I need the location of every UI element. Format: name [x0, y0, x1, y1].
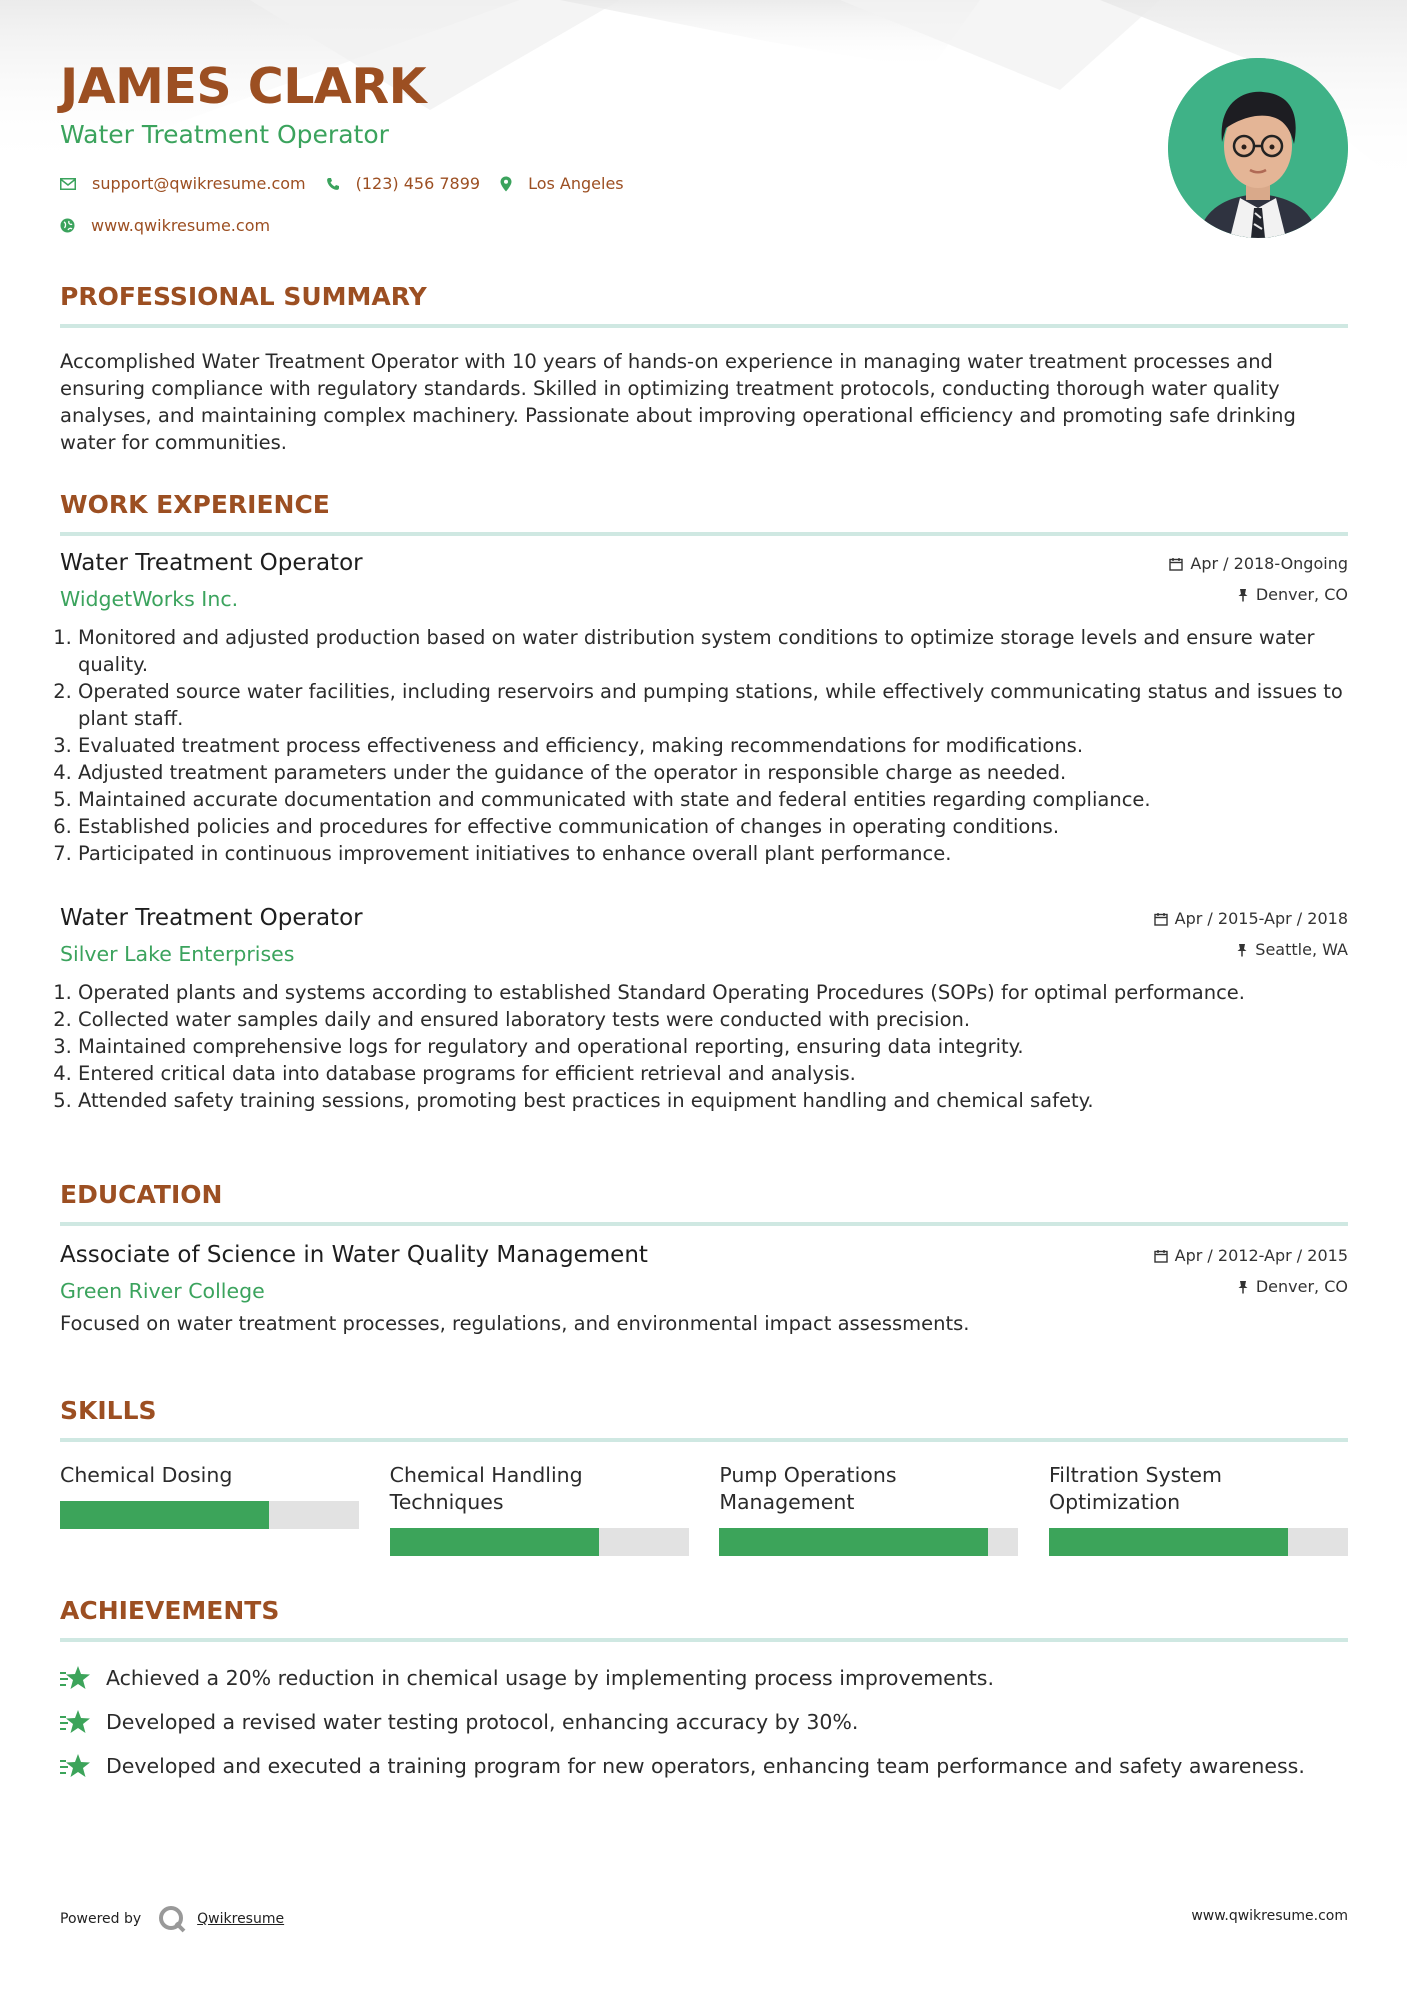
job-company: Silver Lake Enterprises: [60, 942, 295, 966]
skill-name: Chemical Dosing: [60, 1463, 233, 1487]
education-heading: EDUCATION: [60, 1180, 223, 1209]
contact-location: [500, 174, 624, 193]
skill-level-fill: [1049, 1528, 1288, 1556]
job-location: [1236, 940, 1348, 959]
skill-bar: [1049, 1528, 1348, 1556]
section-divider: [60, 1638, 1348, 1642]
list-item: 4. Adjusted treatment parameters under the guidance of the operator in responsible charge as needed.: [78, 759, 1348, 786]
achievement-item: [60, 1700, 1348, 1744]
skill-name: Pump Operations Management: [719, 1463, 897, 1514]
education-dates-text: Apr / 2012-Apr / 2015: [1174, 1246, 1348, 1265]
experience-section: [60, 490, 1348, 536]
skills-section: [60, 1396, 1348, 1556]
skills-heading: SKILLS: [60, 1396, 157, 1425]
education-dates: [1154, 1246, 1348, 1265]
summary-section: [60, 282, 1348, 456]
skill-item: [1049, 1462, 1348, 1556]
pushpin-icon: [1236, 943, 1248, 957]
list-item: 5. Maintained accurate documentation and communicated with state and federal entities regarding compliance.: [78, 786, 1348, 813]
education-section: [60, 1180, 1348, 1226]
section-divider: [60, 324, 1348, 328]
calendar-icon: [1154, 1249, 1168, 1263]
powered-by-label: Powered by: [60, 1911, 142, 1927]
job-company: WidgetWorks Inc.: [60, 587, 239, 611]
phone-icon: [326, 177, 340, 191]
job-entry: [60, 550, 1348, 867]
job-dates-text: Apr / 2018-Ongoing: [1190, 554, 1348, 573]
job-duties: [60, 624, 1348, 867]
list-item: 3. Evaluated treatment process effectiveness and efficiency, making recommendations for modifications.: [78, 732, 1348, 759]
school-name: Green River College: [60, 1279, 265, 1303]
globe-icon: [60, 218, 75, 233]
skill-item: [390, 1462, 689, 1556]
education-location-text: Denver, CO: [1255, 1277, 1348, 1296]
profile-photo: [1168, 58, 1348, 238]
achievement-text: Developed and executed a training program for new operators, enhancing team performance and safety awareness.: [106, 1754, 1305, 1778]
achievements-section: [60, 1596, 1348, 1788]
achievement-text: Developed a revised water testing protocol, enhancing accuracy by 30%.: [106, 1710, 859, 1734]
experience-heading: WORK EXPERIENCE: [60, 490, 330, 519]
achievement-item: [60, 1744, 1348, 1788]
job-location-text: Seattle, WA: [1255, 940, 1348, 959]
envelope-icon: [60, 178, 76, 190]
star-award-icon: [60, 1753, 92, 1779]
skills-grid: [60, 1462, 1348, 1556]
skill-bar: [60, 1501, 359, 1529]
job-dates-text: Apr / 2015-Apr / 2018: [1174, 909, 1348, 928]
list-item: 2. Collected water samples daily and ensured laboratory tests were conducted with precision.: [78, 1006, 1348, 1033]
job-location: [1237, 585, 1348, 604]
education-description: Focused on water treatment processes, regulations, and environmental impact assessments.: [60, 1312, 970, 1335]
list-item: 5. Attended safety training sessions, promoting best practices in equipment handling and chemical safety.: [78, 1087, 1348, 1114]
skill-level-fill: [60, 1501, 269, 1529]
powered-by: [60, 1904, 284, 1934]
education-location: [1237, 1277, 1348, 1296]
achievement-item: [60, 1656, 1348, 1700]
section-divider: [60, 532, 1348, 536]
pushpin-icon: [1237, 1280, 1249, 1294]
job-title: Water Treatment Operator: [60, 905, 363, 931]
job-duties: [60, 979, 1348, 1114]
avatar: [1168, 58, 1348, 238]
skill-level-fill: [390, 1528, 599, 1556]
list-item: 3. Maintained comprehensive logs for regulatory and operational reporting, ensuring data integrity.: [78, 1033, 1348, 1060]
website-text: www.qwikresume.com: [91, 216, 271, 235]
job-dates: [1169, 554, 1348, 573]
list-item: 1. Monitored and adjusted production based on water distribution system conditions to optimize storage levels and ensure water quality.: [78, 624, 1348, 678]
list-item: 4. Entered critical data into database programs for efficient retrieval and analysis.: [78, 1060, 1348, 1087]
skill-name: Filtration System Optimization: [1048, 1463, 1222, 1514]
website-row: [60, 216, 290, 235]
footer: [60, 1900, 1348, 1930]
skill-level-fill: [719, 1528, 988, 1556]
skill-bar: [719, 1528, 1018, 1556]
job-title: Water Treatment Operator: [60, 550, 363, 576]
list-item: 2. Operated source water facilities, including reservoirs and pumping stations, while effectively communicating status and issues to plant staff.: [78, 678, 1348, 732]
map-pin-icon: [500, 176, 512, 192]
star-award-icon: [60, 1665, 92, 1691]
location-text: Los Angeles: [528, 174, 624, 193]
section-divider: [60, 1222, 1348, 1226]
summary-heading: PROFESSIONAL SUMMARY: [60, 282, 427, 311]
list-item: 7. Participated in continuous improvement initiatives to enhance overall plant performance.: [78, 840, 1348, 867]
qwikresume-logo-icon: [157, 1904, 187, 1934]
contact-website[interactable]: [60, 216, 270, 235]
job-dates: [1154, 909, 1348, 928]
education-entry: [60, 1242, 1348, 1337]
skill-name: Chemical Handling Techniques: [389, 1463, 583, 1514]
pushpin-icon: [1237, 588, 1249, 602]
achievement-text: Achieved a 20% reduction in chemical usage by implementing process improvements.: [106, 1666, 995, 1690]
degree-title: Associate of Science in Water Quality Management: [60, 1242, 648, 1268]
list-item: 6. Established policies and procedures for effective communication of changes in operating conditions.: [78, 813, 1348, 840]
candidate-title: Water Treatment Operator: [60, 120, 389, 149]
phone-text: (123) 456 7899: [355, 174, 481, 193]
achievements-heading: ACHIEVEMENTS: [60, 1596, 280, 1625]
footer-url[interactable]: www.qwikresume.com: [1191, 1908, 1348, 1924]
skill-item: [719, 1462, 1018, 1556]
skill-item: [60, 1462, 359, 1556]
qwikresume-link[interactable]: Qwikresume: [197, 1911, 285, 1927]
skill-bar: [390, 1528, 689, 1556]
calendar-icon: [1154, 912, 1168, 926]
contact-email[interactable]: [60, 174, 306, 193]
email-text: support@qwikresume.com: [92, 174, 306, 193]
contact-row: [60, 174, 644, 193]
summary-text: Accomplished Water Treatment Operator with 10 years of hands-on experience in managing water treatment processes and ensuring compliance with regulatory standards. Skilled in optimizing treatment protocols, conducting thorough water quality analyses, and maintaining complex machinery. Passionate about improving operational efficiency and promoting safe drinking water for communities.: [60, 350, 1296, 454]
job-location-text: Denver, CO: [1255, 585, 1348, 604]
list-item: 1. Operated plants and systems according to established Standard Operating Procedures (SOPs) for optimal performance.: [78, 979, 1348, 1006]
contact-phone[interactable]: [326, 174, 480, 193]
section-divider: [60, 1438, 1348, 1442]
star-award-icon: [60, 1709, 92, 1735]
job-entry: [60, 905, 1348, 1114]
candidate-name: JAMES CLARK: [60, 58, 427, 115]
calendar-icon: [1169, 557, 1183, 571]
